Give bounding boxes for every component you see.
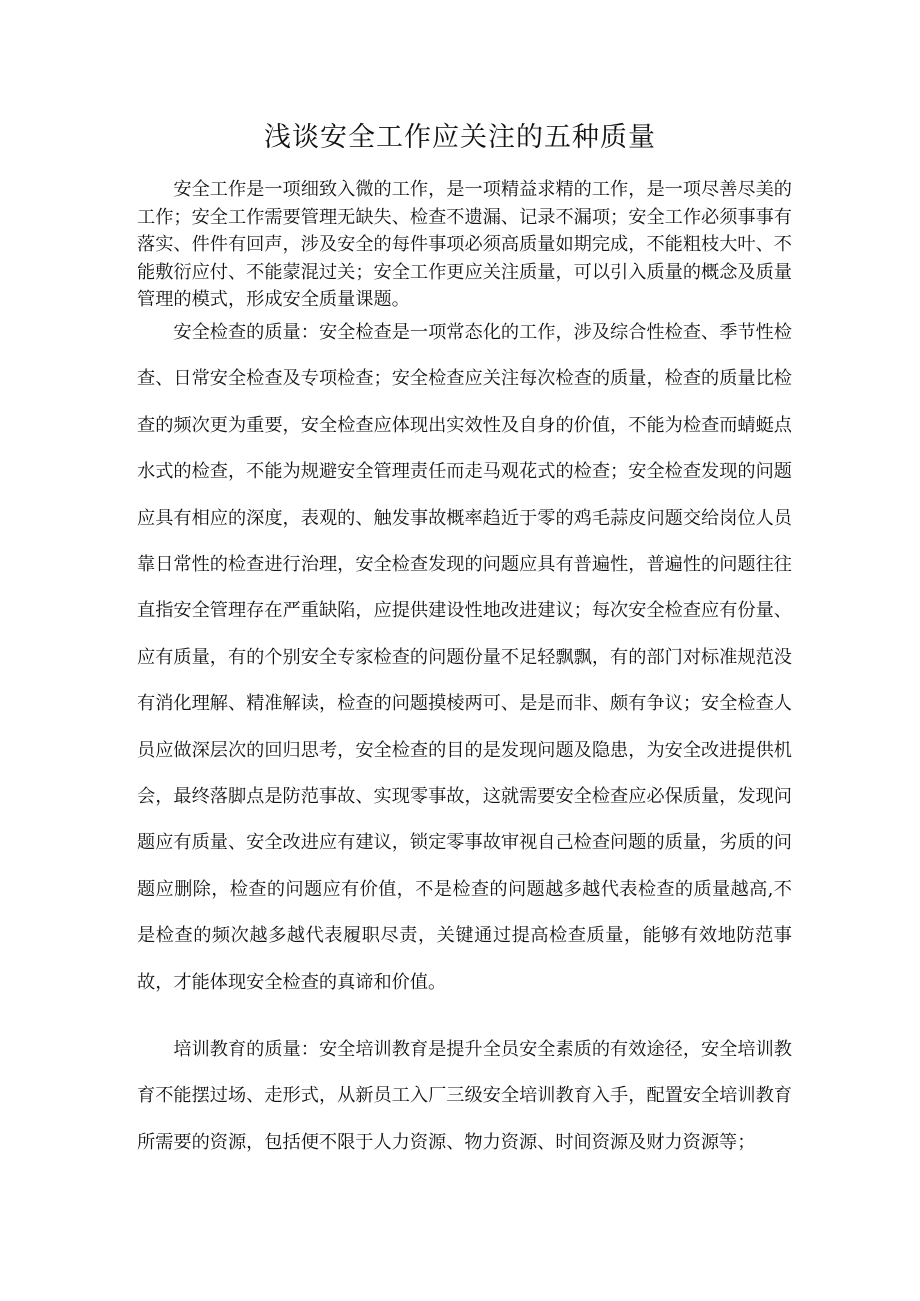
paragraph-safety-inspection: 安全检查的质量：安全检查是一项常态化的工作，涉及综合性检查、季节性检查、日常安全检查及专项检查；安全检查应关注每次检查的质量，检查的质量比检查的频次更为重要，安全检查应体现出实效性及自身的价值，不能为检查而蜻蜓点水式的检查，不能为规避安全管理责任而走马观花式的检查；安全检查发现的问题应具有相应的深度，表观的、触发事故概率趋近于零的鸡毛蒜皮问题交给岗位人员靠日常性的检查进行治理，安全检查发现的问题应具有普遍性，普遍性的问题往往直指安全管理存在严重缺陷，应提供建设性地改进建议；每次安全检查应有份量、应有质量，有的个别安全专家检查的问题份量不足轻飘飘，有的部门对标准规范没有消化理解、精准解读，检查的问题摸棱两可、是是而非、颇有争议；安全检查人员应做深层次的回归思考，安全检查的目的是发现问题及隐患，为安全改进提供机会，最终落脚点是防范事故、实现零事故，这就需要安全检查应必保质量，发现问题应有质量、安全改进应有建议，锁定零事故审视自己检查问题的质量，劣质的问题应删除，检查的问题应有价值，不是检查的问题越多越代表检查的质量越高,不是检查的频次越多越代表履职尽责，关键通过提高检查质量，能够有效地防范事故，才能体现安全检查的真谛和价值。 bbox=[137, 322, 792, 993]
paragraph-training-education: 培训教育的质量：安全培训教育是提升全员安全素质的有效途径，安全培训教育不能摆过场、走形式，从新员工入厂三级安全培训教育入手，配置安全培训教育所需要的资源，包括便不限于人力资源、物力资源、时间资源及财力资源等； bbox=[137, 1039, 792, 1153]
document-title: 浅谈安全工作应关注的五种质量 bbox=[264, 122, 656, 153]
paragraph-intro: 安全工作是一项细致入微的工作，是一项精益求精的工作，是一项尽善尽美的工作；安全工作需要管理无缺失、检查不遗漏、记录不漏项；安全工作必须事事有落实、件件有回声，涉及安全的每件事项必须高质量如期完成，不能粗枝大叶、不能敷衍应付、不能蒙混过关；安全工作更应关注质量，可以引入质量的概念及质量管理的模式，形成安全质量课题。 bbox=[137, 179, 792, 311]
